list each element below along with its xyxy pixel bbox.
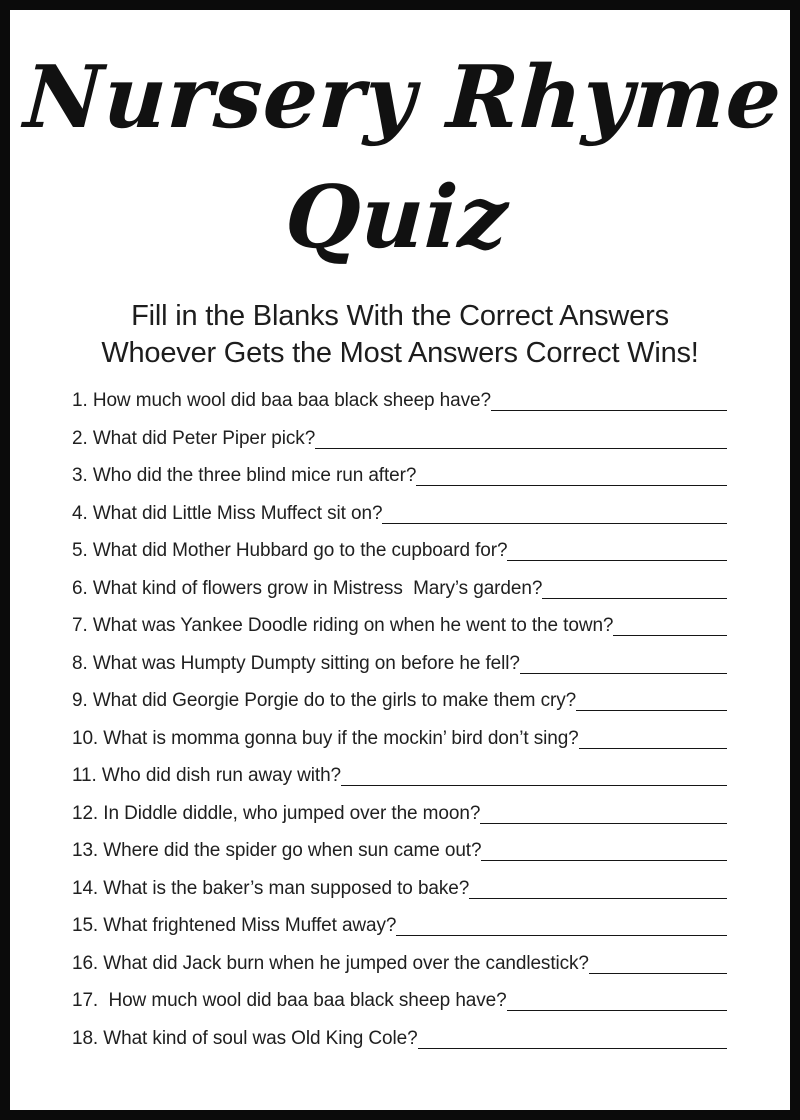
answer-blank-line <box>589 954 727 974</box>
question-text: 18. What kind of soul was Old King Cole? <box>72 1027 418 1049</box>
question-row <box>72 576 727 614</box>
question-row <box>72 838 727 876</box>
question-row <box>72 988 727 1026</box>
answer-blank-line <box>416 466 727 486</box>
answer-blank-line <box>520 654 727 674</box>
question-row <box>72 951 727 989</box>
question-row <box>72 463 727 501</box>
question-text: 1. How much wool did baa baa black sheep have? <box>72 390 491 411</box>
page-title-line-1: Nursery Rhyme <box>21 47 785 148</box>
question-text: 5. What did Mother Hubbard go to the cupboard for? <box>72 540 508 561</box>
question-row <box>72 913 727 951</box>
answer-blank-line <box>382 504 727 524</box>
question-text: 9. What did Georgie Porgie do to the girls to make them cry? <box>72 690 577 711</box>
question-text: 11. Who did dish run away with? <box>72 765 342 786</box>
question-row <box>72 651 727 689</box>
question-row <box>72 501 727 539</box>
subtitle-line-2: Whoever Gets the Most Answers Correct Wins! <box>101 337 699 369</box>
question-row <box>72 613 727 651</box>
question-row <box>72 763 727 801</box>
answer-blank-line <box>396 916 727 936</box>
question-list <box>10 388 790 1063</box>
answer-blank-line <box>579 729 727 749</box>
question-text: 16. What did Jack burn when he jumped over the candlestick? <box>72 952 589 974</box>
answer-blank-line <box>491 391 727 411</box>
question-text: 3. Who did the three blind mice run after? <box>72 465 417 486</box>
answer-blank-line <box>418 1029 727 1049</box>
question-text: 13. Where did the spider go when sun came out? <box>72 840 482 861</box>
page-title-line-2: Quiz <box>282 167 511 268</box>
question-row <box>72 538 727 576</box>
answer-blank-line <box>469 879 727 899</box>
question-row <box>72 1026 727 1064</box>
question-text: 15. What frightened Miss Muffet away? <box>72 915 397 936</box>
question-row <box>72 801 727 839</box>
question-text: 17. How much wool did baa baa black sheep have? <box>72 990 507 1011</box>
question-text: 7. What was Yankee Doodle riding on when he went to the town? <box>72 615 614 636</box>
question-row <box>72 388 727 426</box>
question-text: 10. What is momma gonna buy if the mockin’ bird don’t sing? <box>72 727 579 749</box>
question-text: 12. In Diddle diddle, who jumped over the moon? <box>72 802 481 824</box>
answer-blank-line <box>315 429 727 449</box>
page-title <box>4 38 797 278</box>
question-text: 2. What did Peter Piper pick? <box>72 427 316 449</box>
subtitle <box>10 298 790 372</box>
answer-blank-line <box>481 841 727 861</box>
answer-blank-line <box>480 804 727 824</box>
question-row <box>72 726 727 764</box>
question-text: 4. What did Little Miss Muffect sit on? <box>72 502 383 524</box>
answer-blank-line <box>341 766 727 786</box>
question-row <box>72 426 727 464</box>
answer-blank-line <box>613 616 727 636</box>
answer-blank-line <box>507 541 727 561</box>
question-row <box>72 876 727 914</box>
answer-blank-line <box>507 991 727 1011</box>
subtitle-line-1: Fill in the Blanks With the Correct Answers <box>131 300 669 332</box>
question-row <box>72 688 727 726</box>
question-text: 14. What is the baker’s man supposed to bake? <box>72 877 470 899</box>
question-text: 6. What kind of flowers grow in Mistress Mary’s garden? <box>72 577 543 599</box>
answer-blank-line <box>576 691 727 711</box>
question-text: 8. What was Humpty Dumpty sitting on before he fell? <box>72 652 520 674</box>
answer-blank-line <box>542 579 727 599</box>
